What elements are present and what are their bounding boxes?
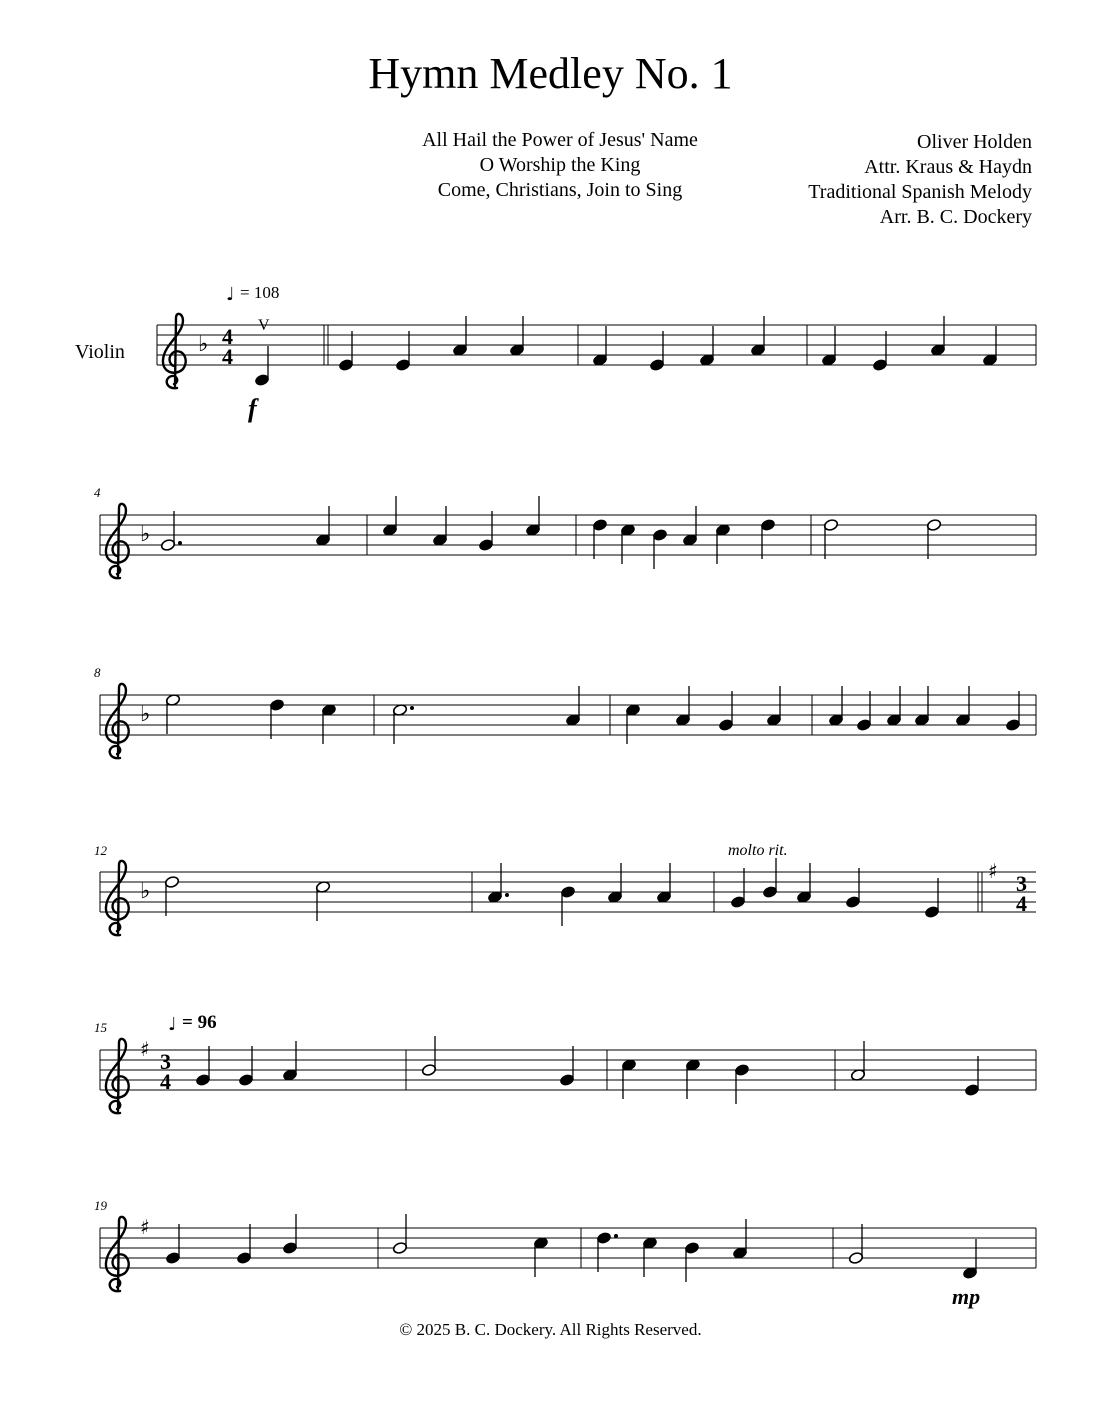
note (684, 1241, 699, 1282)
note (525, 496, 540, 537)
note (730, 868, 745, 909)
note (254, 346, 269, 387)
staff-system-5 (94, 1012, 1036, 1113)
note (856, 691, 871, 732)
molto-rit-marking: molto rit. (728, 842, 788, 859)
note (165, 1224, 180, 1265)
note (675, 686, 690, 727)
note (734, 1063, 749, 1104)
note (1005, 691, 1020, 732)
credit-1: Oliver Holden (917, 131, 1032, 153)
sharp-icon: ♯ (140, 1215, 150, 1239)
dynamic-forte: f (248, 394, 257, 423)
time-sig-den: 4 (160, 1069, 171, 1094)
note (850, 1041, 865, 1082)
flat-icon: ♭ (140, 522, 151, 547)
note (596, 1231, 618, 1272)
copyright-notice: © 2025 B. C. Dockery. All Rights Reserved. (399, 1320, 702, 1339)
note (732, 1219, 747, 1260)
note (750, 316, 765, 357)
tempo-marking-2: = 96 (182, 1012, 217, 1033)
dynamic-mezzo-piano: mp (952, 1284, 981, 1309)
instrument-name: Violin (75, 341, 125, 363)
note (914, 686, 929, 727)
note (607, 863, 622, 904)
note (828, 686, 843, 727)
note (872, 331, 887, 372)
note (926, 518, 941, 559)
note (236, 1224, 251, 1265)
sharp-icon: ♯ (140, 1037, 150, 1061)
up-bow-mark: V (258, 317, 270, 334)
quarter-note-icon: ♩ (226, 284, 235, 305)
note (620, 523, 635, 564)
note (592, 326, 607, 367)
note (195, 1046, 210, 1087)
note (930, 316, 945, 357)
note (478, 511, 493, 552)
note (432, 506, 447, 547)
note (560, 885, 575, 926)
time-sig-num: 3 (160, 1049, 171, 1074)
measure-number: 8 (94, 665, 101, 680)
note (685, 1058, 700, 1099)
flat-icon: ♭ (198, 332, 209, 357)
time-sig-num: 4 (222, 324, 233, 349)
note (924, 878, 939, 919)
note (845, 868, 860, 909)
note (625, 703, 640, 744)
note (964, 1056, 979, 1097)
tempo-marking-1: = 108 (240, 283, 280, 302)
note (452, 316, 467, 357)
note (982, 326, 997, 367)
credit-3: Traditional Spanish Melody (808, 181, 1032, 203)
notes-layer (160, 316, 1020, 1282)
note (715, 523, 730, 564)
note (315, 880, 330, 921)
note (760, 518, 775, 559)
hymn-title-3: Come, Christians, Join to Sing (437, 179, 683, 201)
note (321, 703, 336, 744)
staff-system-2 (94, 485, 1036, 578)
note (796, 863, 811, 904)
note (649, 331, 664, 372)
note (592, 518, 607, 559)
hymn-title-1: All Hail the Power of Jesus' Name (422, 129, 698, 151)
credit-2: Attr. Kraus & Haydn (864, 156, 1032, 178)
sharp-icon: ♯ (988, 859, 998, 883)
hymn-title-2: O Worship the King (479, 154, 641, 176)
note (621, 1058, 636, 1099)
note (823, 518, 838, 559)
note (821, 326, 836, 367)
note (421, 1036, 436, 1077)
note (282, 1214, 297, 1255)
measure-number: 19 (94, 1198, 107, 1213)
note (338, 331, 353, 372)
note (164, 875, 179, 916)
staff-system-6 (94, 1198, 1036, 1309)
note (955, 686, 970, 727)
flat-icon: ♭ (140, 879, 151, 904)
time-sig-den: 4 (222, 344, 233, 369)
note (559, 1046, 574, 1087)
note (509, 316, 524, 357)
note (886, 686, 901, 727)
note (642, 1236, 657, 1277)
note (565, 686, 580, 727)
staff-system-1 (157, 283, 1036, 423)
note (718, 691, 733, 732)
quarter-note-icon: ♩ (168, 1014, 177, 1035)
note (656, 863, 671, 904)
credit-4: Arr. B. C. Dockery (879, 206, 1032, 228)
staff-system-3 (94, 665, 1036, 758)
score-title: Hymn Medley No. 1 (368, 49, 733, 98)
note (382, 496, 397, 537)
note (269, 698, 284, 739)
note (395, 331, 410, 372)
measure-number: 4 (94, 485, 101, 500)
note (165, 693, 180, 734)
note (315, 506, 330, 547)
note (282, 1041, 297, 1082)
measure-number: 12 (94, 843, 107, 858)
note (238, 1046, 253, 1087)
note (766, 686, 781, 727)
note (652, 528, 667, 569)
note (699, 326, 714, 367)
time-sig-num: 3 (1016, 871, 1027, 896)
measure-number: 15 (94, 1020, 107, 1035)
note (848, 1224, 863, 1265)
note (533, 1236, 548, 1277)
note (392, 703, 414, 744)
note (392, 1214, 407, 1255)
note (487, 863, 509, 904)
note (682, 506, 697, 547)
note (762, 858, 777, 899)
flat-icon: ♭ (140, 702, 151, 727)
time-sig-den: 4 (1016, 891, 1027, 916)
note (962, 1239, 977, 1280)
